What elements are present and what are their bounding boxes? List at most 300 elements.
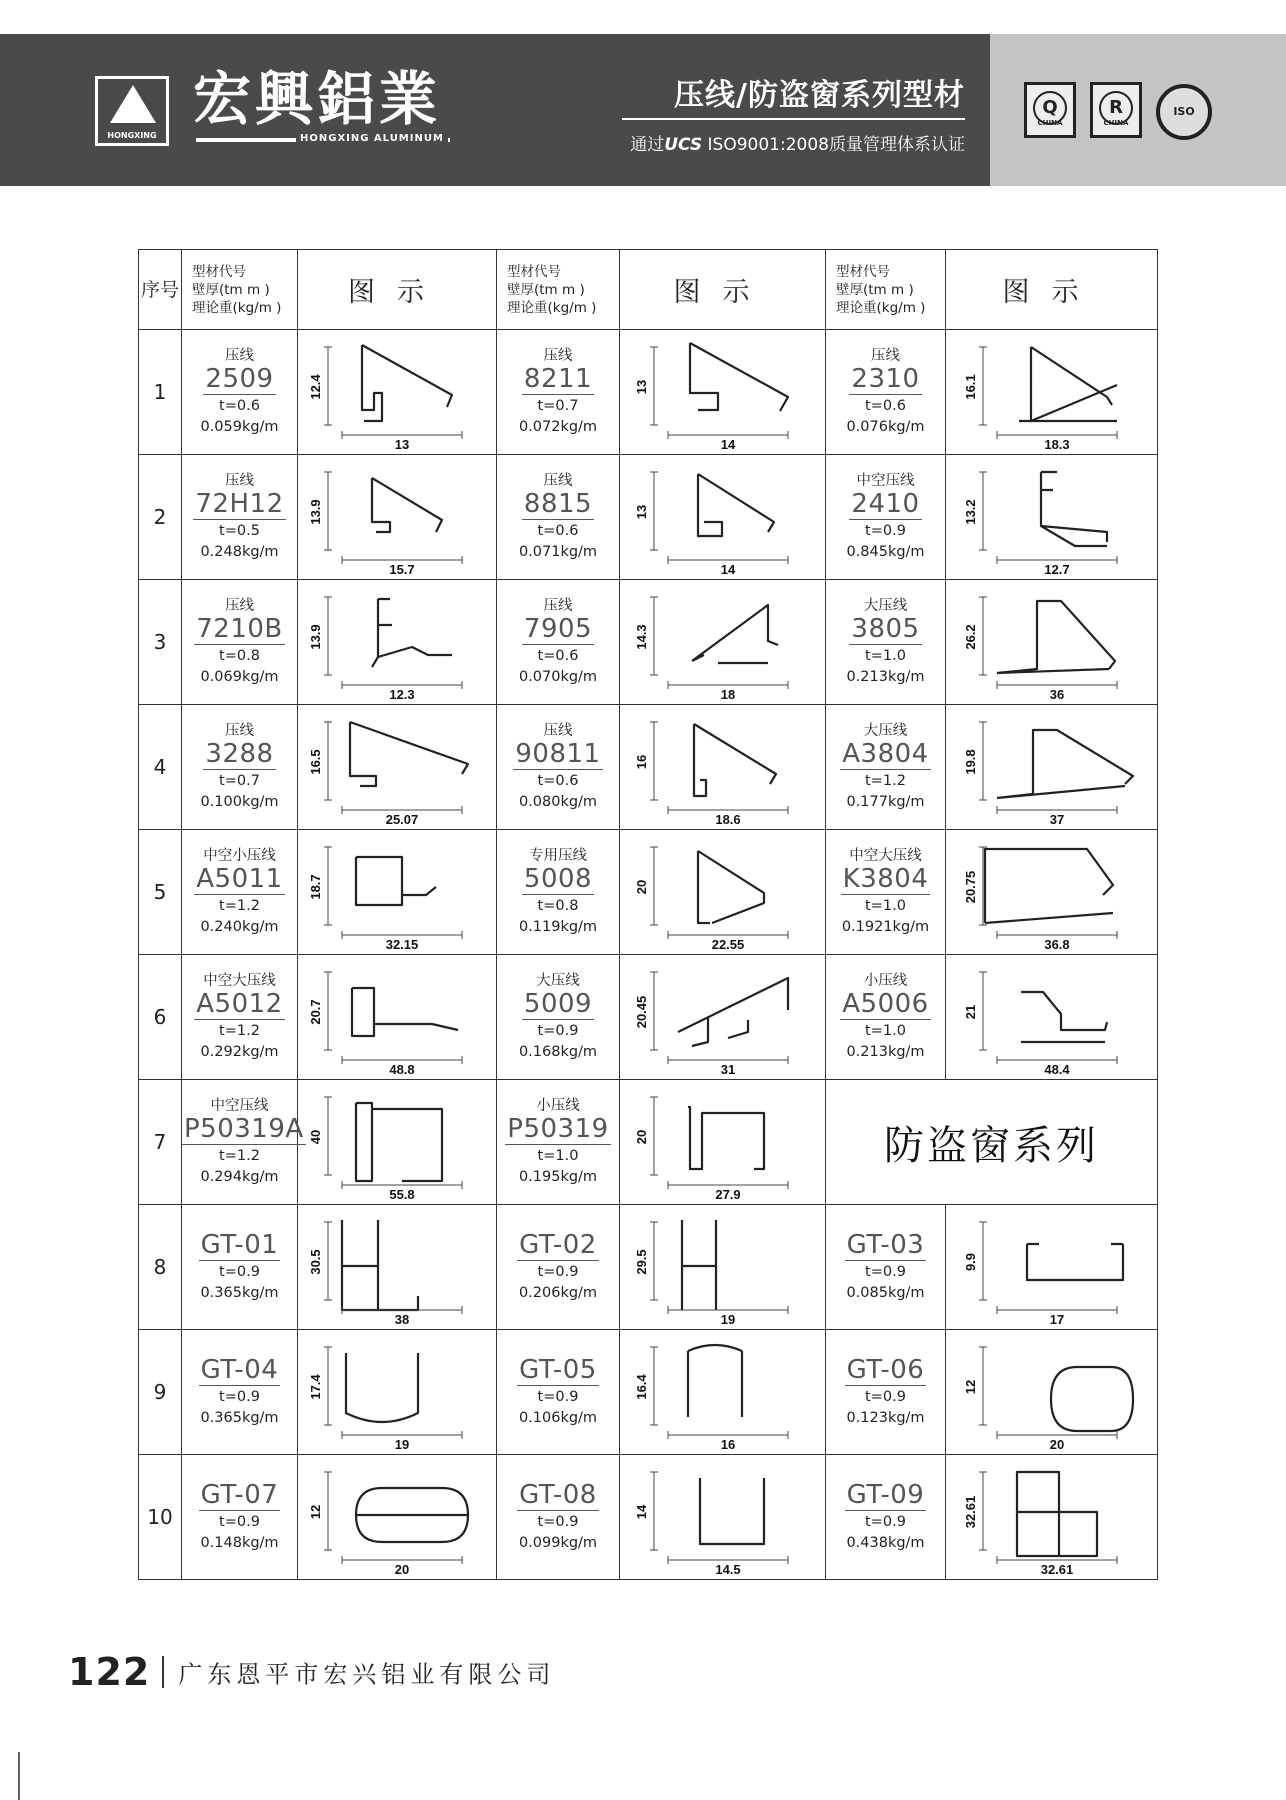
profile-spec xyxy=(497,1330,620,1455)
row-seq: 4 xyxy=(139,705,182,830)
wall-thickness: t=0.9 xyxy=(537,1389,579,1405)
theoretical-weight: 0.438kg/m xyxy=(846,1535,925,1551)
dimension-lines xyxy=(979,597,1117,689)
wall-thickness: t=0.9 xyxy=(865,523,906,539)
profile-figure xyxy=(298,455,497,580)
theoretical-weight: 0.845kg/m xyxy=(846,544,925,560)
wall-thickness: t=0.6 xyxy=(865,398,906,414)
profile-figure xyxy=(946,330,1158,455)
profile-outline xyxy=(698,474,774,536)
profile-drawing xyxy=(628,1335,818,1450)
profile-figure xyxy=(620,455,826,580)
profile-outline xyxy=(356,857,436,905)
profile-outline xyxy=(678,978,788,1046)
profile-drawing xyxy=(957,1460,1147,1575)
wall-thickness: t=0.9 xyxy=(219,1514,260,1530)
width-dimension: 37 xyxy=(1049,811,1064,825)
profile-outline xyxy=(1021,992,1107,1042)
theoretical-weight: 0.070kg/m xyxy=(518,669,598,685)
profile-category: 大压线 xyxy=(863,598,908,614)
theoretical-weight: 0.123kg/m xyxy=(846,1410,925,1426)
dimension-lines xyxy=(650,1222,788,1314)
profile-drawing xyxy=(302,335,492,450)
profile-code: 7905 xyxy=(523,614,593,644)
table-row xyxy=(139,705,1158,830)
height-dimension: 13.9 xyxy=(308,623,323,650)
theoretical-weight: 0.080kg/m xyxy=(518,794,598,810)
profile-outline xyxy=(688,1107,764,1169)
dimension-lines xyxy=(650,1347,788,1439)
spec-header: 型材代号 壁厚(tm m ) 理论重(kg/m ) xyxy=(826,250,946,330)
dimension-lines xyxy=(324,972,462,1064)
height-dimension: 26.2 xyxy=(962,623,978,650)
width-dimension: 17 xyxy=(1049,1311,1064,1325)
profile-outline xyxy=(1027,1244,1123,1280)
profile-drawing xyxy=(628,710,818,825)
profile-spec xyxy=(826,955,946,1080)
profile-outline xyxy=(346,1353,418,1422)
row-seq: 5 xyxy=(139,830,182,955)
row-seq: 10 xyxy=(139,1455,182,1580)
profile-figure xyxy=(298,1330,497,1455)
profile-outline xyxy=(694,724,776,796)
dimension-lines xyxy=(979,1347,1117,1439)
title-divider xyxy=(622,118,965,120)
height-dimension: 29.5 xyxy=(633,1248,649,1275)
profile-figure xyxy=(946,1455,1158,1580)
profile-code: GT-03 xyxy=(846,1230,925,1260)
profile-spec xyxy=(497,455,620,580)
height-dimension: 40 xyxy=(308,1129,323,1144)
cert-prefix: 通过 xyxy=(630,135,665,155)
width-dimension: 36 xyxy=(1049,686,1064,700)
certification-text xyxy=(620,130,965,155)
profile-category: 压线 xyxy=(225,348,254,364)
profile-figure xyxy=(946,1205,1158,1330)
profile-spec xyxy=(182,705,298,830)
height-dimension: 13.2 xyxy=(962,498,978,525)
table-row xyxy=(139,955,1158,1080)
wall-thickness: t=0.6 xyxy=(537,773,579,789)
profile-figure xyxy=(298,1080,497,1205)
profile-drawing xyxy=(302,710,492,825)
profile-outline xyxy=(1041,472,1107,546)
profile-drawing xyxy=(957,960,1147,1075)
profile-outline xyxy=(682,1220,716,1310)
wall-thickness: t=0.9 xyxy=(537,1264,579,1280)
profile-drawing xyxy=(628,835,818,950)
profile-drawing xyxy=(957,710,1147,825)
profile-code: A5012 xyxy=(196,989,283,1019)
logo-triangle-icon xyxy=(110,85,156,123)
profile-figure xyxy=(946,580,1158,705)
wall-thickness: t=0.9 xyxy=(865,1389,906,1405)
wall-thickness: t=0.6 xyxy=(537,523,579,539)
row-seq: 8 xyxy=(139,1205,182,1330)
table-row xyxy=(139,330,1158,455)
dimension-lines xyxy=(650,972,788,1064)
profile-figure xyxy=(620,580,826,705)
table-row xyxy=(139,1455,1158,1580)
width-dimension: 19 xyxy=(394,1436,410,1450)
profile-code: GT-07 xyxy=(200,1480,279,1510)
profile-category: 压线 xyxy=(543,473,573,489)
height-dimension: 16.5 xyxy=(308,748,323,775)
height-dimension: 20.7 xyxy=(308,998,323,1025)
ucs-mark: UCS xyxy=(664,135,703,155)
wall-thickness: t=0.9 xyxy=(537,1023,579,1039)
profile-drawing xyxy=(957,1210,1147,1325)
wall-thickness: t=0.9 xyxy=(219,1389,260,1405)
profile-spec xyxy=(826,705,946,830)
profile-outline xyxy=(997,730,1133,798)
profile-category: 压线 xyxy=(225,723,254,739)
row-seq: 1 xyxy=(139,330,182,455)
table-row xyxy=(139,580,1158,705)
profile-spec xyxy=(826,1455,946,1580)
profile-outline xyxy=(700,1478,764,1544)
profile-figure xyxy=(620,1330,826,1455)
profile-drawing xyxy=(302,460,492,575)
profile-code: GT-06 xyxy=(846,1355,925,1385)
profile-category: 压线 xyxy=(225,473,254,489)
profile-category: 压线 xyxy=(543,348,573,364)
dimension-lines xyxy=(324,472,462,564)
profile-code: A5006 xyxy=(842,989,929,1019)
profile-drawing xyxy=(302,585,492,700)
profile-drawing xyxy=(628,1460,818,1575)
profile-spec xyxy=(497,330,620,455)
profile-figure xyxy=(620,705,826,830)
theoretical-weight: 0.206kg/m xyxy=(518,1285,598,1301)
logo-text: HONGXING xyxy=(107,131,157,140)
width-dimension: 18.6 xyxy=(714,811,741,825)
profile-code: 8815 xyxy=(523,489,593,519)
theoretical-weight: 0.085kg/m xyxy=(846,1285,925,1301)
table-header-row xyxy=(139,250,1158,330)
profile-drawing xyxy=(628,335,818,450)
height-dimension: 20 xyxy=(633,1129,649,1144)
height-dimension: 16 xyxy=(633,754,649,769)
profile-code: 7210B xyxy=(196,614,283,644)
dimension-lines xyxy=(324,597,462,689)
dimension-lines xyxy=(979,972,1117,1064)
profile-outline xyxy=(356,1103,442,1181)
profile-drawing xyxy=(628,960,818,1075)
profile-spec xyxy=(826,455,946,580)
profile-outline xyxy=(690,343,788,411)
footer-divider xyxy=(162,1656,164,1688)
profile-category: 中空压线 xyxy=(210,1098,269,1114)
height-dimension: 12 xyxy=(308,1504,323,1519)
profile-spec xyxy=(497,830,620,955)
profile-category: 专用压线 xyxy=(529,848,587,864)
figure-header: 图示 xyxy=(620,250,826,330)
wall-thickness: t=1.0 xyxy=(865,1023,906,1039)
profile-outline xyxy=(350,722,468,786)
profile-code: 72H12 xyxy=(195,489,284,519)
wall-thickness: t=0.9 xyxy=(865,1514,906,1530)
profile-figure xyxy=(298,1455,497,1580)
row-seq: 7 xyxy=(139,1080,182,1205)
wall-thickness: t=1.2 xyxy=(219,1023,260,1039)
spec-header: 型材代号 壁厚(tm m ) 理论重(kg/m ) xyxy=(497,250,620,330)
profile-drawing xyxy=(302,1335,492,1450)
seq-header: 序号 xyxy=(139,250,182,330)
height-dimension: 17.4 xyxy=(308,1373,323,1400)
company-logo xyxy=(95,76,169,146)
wall-thickness: t=1.2 xyxy=(219,1148,260,1164)
profile-figure xyxy=(946,705,1158,830)
width-dimension: 14 xyxy=(720,436,735,450)
profile-figure xyxy=(946,830,1158,955)
width-dimension: 15.7 xyxy=(389,561,415,575)
width-dimension: 55.8 xyxy=(389,1186,415,1200)
profile-code: 8211 xyxy=(523,364,593,394)
page-footer xyxy=(68,1650,555,1694)
dimension-lines xyxy=(324,1472,462,1564)
height-dimension: 13 xyxy=(633,379,649,394)
profile-outline xyxy=(1017,1472,1097,1556)
iso-globe-badge-icon: ISO xyxy=(1156,84,1212,140)
table-row xyxy=(139,455,1158,580)
profile-code: GT-05 xyxy=(519,1355,597,1385)
dimension-lines xyxy=(650,1472,788,1564)
dimension-lines xyxy=(324,1347,462,1439)
profile-drawing xyxy=(628,460,818,575)
profile-drawing xyxy=(302,1085,492,1200)
height-dimension: 20.45 xyxy=(633,995,649,1028)
width-dimension: 19 xyxy=(720,1311,735,1325)
profile-figure xyxy=(298,580,497,705)
profile-figure xyxy=(298,955,497,1080)
height-dimension: 12.4 xyxy=(308,373,323,400)
profile-spec xyxy=(826,830,946,955)
height-dimension: 9.9 xyxy=(962,1252,978,1271)
wall-thickness: t=0.6 xyxy=(537,648,579,664)
profile-code: GT-09 xyxy=(846,1480,925,1510)
profile-spec xyxy=(497,1205,620,1330)
table-row xyxy=(139,830,1158,955)
row-seq: 9 xyxy=(139,1330,182,1455)
profile-category: 小压线 xyxy=(863,973,908,989)
width-dimension: 27.9 xyxy=(714,1186,741,1200)
width-dimension: 20 xyxy=(1049,1436,1064,1450)
width-dimension: 20 xyxy=(394,1561,410,1575)
profile-spec xyxy=(182,830,298,955)
profile-outline xyxy=(985,849,1113,923)
width-dimension: 48.4 xyxy=(1043,1061,1070,1075)
profile-figure xyxy=(620,1205,826,1330)
wall-thickness: t=0.7 xyxy=(537,398,579,414)
profile-code: 90811 xyxy=(515,739,601,769)
profile-code: GT-08 xyxy=(519,1480,597,1510)
profile-table xyxy=(138,249,1158,1580)
profile-figure xyxy=(946,955,1158,1080)
profile-category: 压线 xyxy=(871,348,900,364)
profile-code: A3804 xyxy=(842,739,929,769)
width-dimension: 12.7 xyxy=(1043,561,1070,575)
wall-thickness: t=0.8 xyxy=(537,898,579,914)
theoretical-weight: 0.294kg/m xyxy=(200,1169,279,1185)
dimension-lines xyxy=(650,847,788,939)
profile-outline xyxy=(1019,347,1117,421)
width-dimension: 12.3 xyxy=(389,686,415,700)
profile-code: 2310 xyxy=(851,364,920,394)
profile-spec xyxy=(182,955,298,1080)
theoretical-weight: 0.292kg/m xyxy=(200,1044,279,1060)
profile-outline xyxy=(352,988,458,1036)
profile-drawing xyxy=(302,1210,492,1325)
profile-code: 2509 xyxy=(205,364,274,394)
profile-spec xyxy=(182,1330,298,1455)
profile-spec xyxy=(182,1205,298,1330)
width-dimension: 48.8 xyxy=(389,1061,415,1075)
profile-outline xyxy=(997,601,1115,673)
theoretical-weight: 0.076kg/m xyxy=(846,419,925,435)
r-china-badge-icon: R CHINA xyxy=(1090,82,1142,138)
theoretical-weight: 0.1921kg/m xyxy=(841,919,930,935)
theoretical-weight: 0.059kg/m xyxy=(200,419,279,435)
profile-category: 压线 xyxy=(225,598,254,614)
profile-figure xyxy=(620,955,826,1080)
width-dimension: 16 xyxy=(720,1436,735,1450)
profile-drawing xyxy=(957,835,1147,950)
theoretical-weight: 0.072kg/m xyxy=(518,419,598,435)
dimension-lines xyxy=(324,722,462,814)
profile-code: GT-04 xyxy=(200,1355,279,1385)
profile-drawing xyxy=(302,835,492,950)
profile-spec xyxy=(182,455,298,580)
profile-category: 中空小压线 xyxy=(203,848,276,864)
profile-figure xyxy=(298,330,497,455)
profile-code: 5008 xyxy=(523,864,593,894)
page-number: 122 xyxy=(68,1650,151,1694)
theoretical-weight: 0.099kg/m xyxy=(518,1535,598,1551)
width-dimension: 13 xyxy=(394,436,410,450)
profile-code: P50319 xyxy=(507,1114,609,1144)
profile-code: GT-01 xyxy=(200,1230,279,1260)
height-dimension: 18.7 xyxy=(308,873,323,900)
profile-figure xyxy=(620,1080,826,1205)
profile-spec xyxy=(826,330,946,455)
width-dimension: 32.15 xyxy=(385,936,419,950)
profile-category: 中空压线 xyxy=(856,473,915,489)
theoretical-weight: 0.213kg/m xyxy=(846,669,925,685)
margin-mark xyxy=(18,1752,20,1800)
profile-code: K3804 xyxy=(842,864,929,894)
profile-drawing xyxy=(628,585,818,700)
profile-code: P50319A xyxy=(184,1114,304,1144)
theoretical-weight: 0.240kg/m xyxy=(200,919,279,935)
height-dimension: 14 xyxy=(633,1504,649,1519)
profile-figure xyxy=(946,1330,1158,1455)
profile-spec xyxy=(497,1455,620,1580)
wall-thickness: t=0.6 xyxy=(219,398,260,414)
width-dimension: 31 xyxy=(720,1061,735,1075)
theoretical-weight: 0.213kg/m xyxy=(846,1044,925,1060)
width-dimension: 38 xyxy=(394,1311,410,1325)
table-row xyxy=(139,1330,1158,1455)
theoretical-weight: 0.148kg/m xyxy=(200,1535,279,1551)
dimension-lines xyxy=(979,1222,1117,1314)
profile-drawing xyxy=(957,460,1147,575)
profile-figure xyxy=(946,455,1158,580)
profile-code: 3805 xyxy=(851,614,920,644)
height-dimension: 19.8 xyxy=(962,748,978,775)
width-dimension: 22.55 xyxy=(711,936,744,950)
figure-header: 图示 xyxy=(298,250,497,330)
width-dimension: 32.61 xyxy=(1040,1561,1073,1575)
wall-thickness: t=0.8 xyxy=(219,648,260,664)
profile-drawing xyxy=(628,1085,818,1200)
width-dimension: 18 xyxy=(720,686,735,700)
wall-thickness: t=0.9 xyxy=(219,1264,260,1280)
profile-spec xyxy=(497,705,620,830)
profile-category: 中空大压线 xyxy=(849,848,922,864)
cert-standard: ISO9001:2008质量管理体系认证 xyxy=(707,135,965,155)
profile-figure xyxy=(620,330,826,455)
profile-spec xyxy=(497,580,620,705)
height-dimension: 21 xyxy=(962,1004,978,1019)
profile-code: 3288 xyxy=(205,739,274,769)
dimension-lines xyxy=(650,1097,788,1189)
dimension-lines xyxy=(979,472,1117,564)
profile-spec xyxy=(182,1455,298,1580)
profile-figure xyxy=(298,705,497,830)
theoretical-weight: 0.177kg/m xyxy=(846,794,925,810)
wall-thickness: t=0.5 xyxy=(219,523,260,539)
width-dimension: 14 xyxy=(720,561,735,575)
q-china-badge-icon: Q CHINA xyxy=(1024,82,1076,138)
wall-thickness: t=1.0 xyxy=(537,1148,579,1164)
theoretical-weight: 0.119kg/m xyxy=(518,919,598,935)
profile-outline xyxy=(372,478,442,532)
profile-figure xyxy=(298,1205,497,1330)
theoretical-weight: 0.365kg/m xyxy=(200,1410,279,1426)
row-seq: 2 xyxy=(139,455,182,580)
profile-outline xyxy=(356,1488,468,1542)
height-dimension: 16.4 xyxy=(633,1373,649,1400)
dimension-lines xyxy=(979,722,1117,814)
profile-category: 中空大压线 xyxy=(203,973,276,989)
profile-spec xyxy=(182,330,298,455)
theoretical-weight: 0.248kg/m xyxy=(200,544,279,560)
profile-outline xyxy=(362,345,452,421)
anti-theft-series-banner: 防盗窗系列 xyxy=(826,1080,1158,1205)
profile-outline xyxy=(1051,1367,1133,1431)
profile-category: 大压线 xyxy=(863,723,908,739)
profile-category: 压线 xyxy=(543,723,573,739)
height-dimension: 14.3 xyxy=(633,623,649,650)
height-dimension: 13 xyxy=(633,504,649,519)
figure-header: 图示 xyxy=(946,250,1158,330)
profile-drawing xyxy=(302,1460,492,1575)
profile-code: A5011 xyxy=(196,864,283,894)
width-dimension: 14.5 xyxy=(714,1561,741,1575)
profile-figure xyxy=(620,1455,826,1580)
profile-category: 小压线 xyxy=(536,1098,580,1114)
profile-spec xyxy=(182,580,298,705)
profile-code: 2410 xyxy=(851,489,920,519)
wall-thickness: t=1.2 xyxy=(219,898,260,914)
profile-drawing xyxy=(957,585,1147,700)
profile-spec xyxy=(826,1205,946,1330)
profile-spec xyxy=(497,1080,620,1205)
profile-outline xyxy=(342,1220,418,1310)
profile-category: 压线 xyxy=(543,598,573,614)
series-title: 压线/防盗窗系列型材 xyxy=(674,78,965,113)
